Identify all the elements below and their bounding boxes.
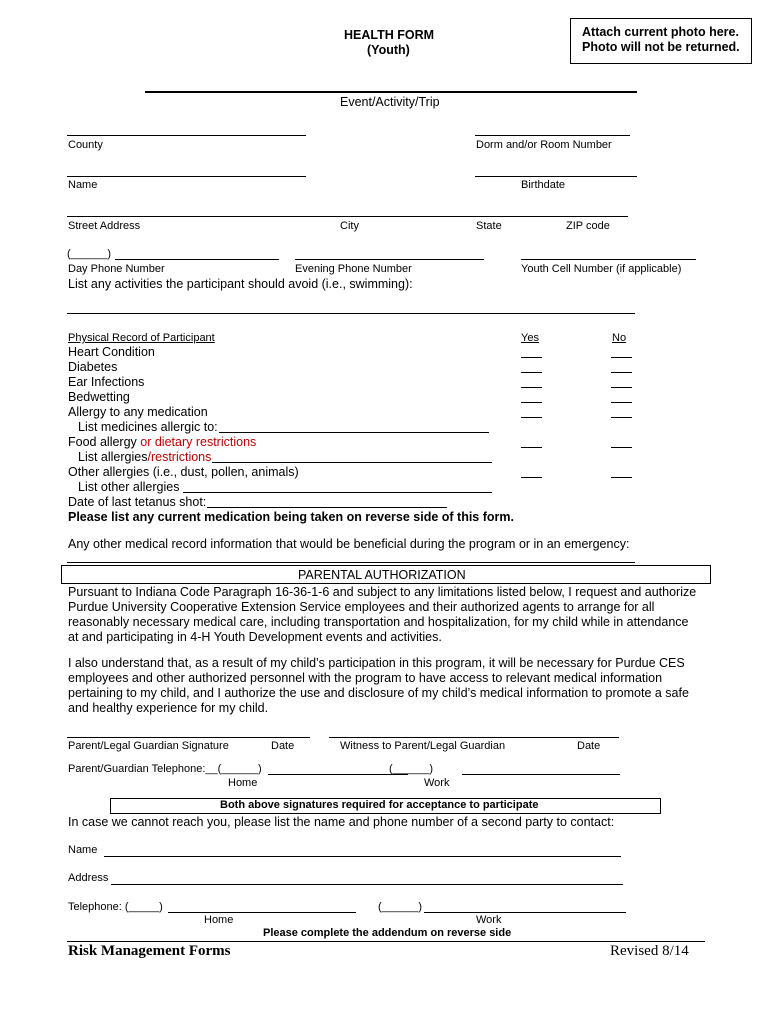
- bedwetting-label: Bedwetting: [68, 390, 130, 404]
- yes-column-heading: Yes: [521, 332, 539, 344]
- food-no-field[interactable]: [611, 447, 632, 448]
- diabetes-label: Diabetes: [68, 360, 118, 374]
- state-label: State: [476, 220, 502, 232]
- dorm-field[interactable]: [475, 135, 630, 136]
- authorization-p1-line2: Purdue University Cooperative Extension Service employees and their authorized agents to arrange for all: [68, 600, 655, 614]
- list-allergies-label: List allergies/restrictions: [78, 450, 212, 464]
- guardian-work-phone-field[interactable]: [462, 774, 620, 775]
- footer-divider: [67, 941, 705, 942]
- avoid-activities-label: List any activities the participant should avoid (i.e., swimming):: [68, 277, 413, 291]
- no-column-heading: No: [612, 332, 627, 344]
- footer-revision: Revised 8/14: [610, 943, 689, 959]
- other-allergies-yes-field[interactable]: [521, 477, 542, 478]
- form-subtitle: (Youth): [367, 43, 410, 57]
- food-yes-field[interactable]: [521, 447, 542, 448]
- authorization-p2-line3: pertaining to my child, and I authorize the use and disclosure of my child’s medical information to promote a safe: [68, 686, 689, 700]
- address-field[interactable]: [67, 216, 628, 217]
- second-party-work-phone-field[interactable]: [424, 912, 626, 913]
- tetanus-label: Date of last tetanus shot:: [68, 495, 207, 509]
- second-party-name-label: Name: [68, 844, 98, 856]
- street-label: Street Address: [68, 220, 141, 232]
- heart-no-field[interactable]: [611, 357, 632, 358]
- ear-yes-field[interactable]: [521, 387, 542, 388]
- cell-phone-label: Youth Cell Number (if applicable): [521, 263, 682, 275]
- day-phone-field[interactable]: [115, 259, 279, 260]
- authorization-p1-line1: Pursuant to Indiana Code Paragraph 16-36-1-6 and subject to any limitations listed below, I request and authorize: [68, 585, 697, 599]
- tetanus-field[interactable]: [207, 507, 447, 508]
- second-party-name-field[interactable]: [104, 856, 621, 857]
- diabetes-no-field[interactable]: [611, 372, 632, 373]
- witness-signature-field[interactable]: [329, 737, 619, 738]
- parent-signature-label: Parent/Legal Guardian Signature: [68, 740, 229, 752]
- event-field[interactable]: [145, 91, 637, 93]
- guardian-home-label: Home: [228, 777, 258, 789]
- list-other-allergies-label: List other allergies: [78, 480, 180, 494]
- city-label: City: [340, 220, 359, 232]
- heart-yes-field[interactable]: [521, 357, 542, 358]
- birthdate-label: Birthdate: [521, 179, 566, 191]
- list-allergies-field[interactable]: [212, 462, 492, 463]
- list-medicines-label: List medicines allergic to:: [78, 420, 218, 434]
- allergy-medication-label: Allergy to any medication: [68, 405, 208, 419]
- dorm-label: Dorm and/or Room Number: [476, 139, 612, 151]
- list-other-allergies-field[interactable]: [183, 492, 492, 493]
- second-party-address-label: Address: [68, 872, 109, 884]
- zip-label: ZIP code: [566, 220, 610, 232]
- county-field[interactable]: [67, 135, 306, 136]
- event-label: Event/Activity/Trip: [340, 95, 440, 109]
- day-phone-area: (______): [67, 248, 112, 260]
- name-label: Name: [68, 179, 98, 191]
- avoid-activities-field[interactable]: [67, 313, 635, 314]
- photo-instruction-1: Attach current photo here.: [582, 25, 739, 39]
- food-allergy-label: Food allergy or dietary restrictions: [68, 435, 257, 449]
- guardian-work-label: Work: [424, 777, 450, 789]
- evening-phone-label: Evening Phone Number: [295, 263, 412, 275]
- second-party-home-phone-field[interactable]: [168, 912, 356, 913]
- ear-infections-label: Ear Infections: [68, 375, 145, 389]
- diabetes-yes-field[interactable]: [521, 372, 542, 373]
- parent-date-label: Date: [271, 740, 295, 752]
- authorization-p2-line1: I also understand that, as a result of my child’s participation in this program, it will be necessary for Purdue CES: [68, 656, 685, 670]
- authorization-title: PARENTAL AUTHORIZATION: [298, 568, 466, 582]
- ear-no-field[interactable]: [611, 387, 632, 388]
- name-field[interactable]: [67, 176, 306, 177]
- evening-phone-field[interactable]: [295, 259, 484, 260]
- signatures-required-note: Both above signatures required for acceptance to participate: [220, 799, 539, 811]
- day-phone-label: Day Phone Number: [68, 263, 165, 275]
- parent-signature-field[interactable]: [67, 737, 310, 738]
- second-party-work-area: (______): [378, 901, 423, 913]
- allergy-med-yes-field[interactable]: [521, 417, 542, 418]
- second-party-intro: In case we cannot reach you, please list the name and phone number of a second party to contact:: [68, 815, 615, 829]
- list-medicines-field[interactable]: [219, 432, 489, 433]
- footer-title: Risk Management Forms: [68, 943, 231, 959]
- bedwetting-no-field[interactable]: [611, 402, 632, 403]
- authorization-p1-line4: at and participating in 4-H Youth Development events and activities.: [68, 630, 442, 644]
- other-allergies-label: Other allergies (i.e., dust, pollen, animals): [68, 465, 299, 479]
- other-medical-info-field[interactable]: [67, 562, 635, 563]
- form-title: HEALTH FORM: [344, 28, 435, 42]
- bedwetting-yes-field[interactable]: [521, 402, 542, 403]
- county-label: County: [68, 139, 103, 151]
- guardian-home-phone-field[interactable]: [268, 774, 408, 775]
- guardian-work-area: (______): [389, 763, 434, 775]
- second-party-telephone-label: Telephone: (_____): [68, 901, 163, 913]
- physical-record-heading: Physical Record of Participant: [68, 332, 215, 344]
- photo-instruction-2: Photo will not be returned.: [582, 40, 740, 54]
- cell-phone-field[interactable]: [521, 259, 696, 260]
- allergy-med-no-field[interactable]: [611, 417, 632, 418]
- authorization-p1-line3: reasonably necessary medical care, including transportation and hospitalization, for my child while in attendance: [68, 615, 689, 629]
- second-party-work-label: Work: [476, 914, 502, 926]
- second-party-home-label: Home: [204, 914, 234, 926]
- heart-condition-label: Heart Condition: [68, 345, 155, 359]
- guardian-telephone-label: Parent/Guardian Telephone:__(______): [68, 763, 262, 775]
- witness-date-label: Date: [577, 740, 601, 752]
- other-allergies-no-field[interactable]: [611, 477, 632, 478]
- authorization-p2-line4: and healthy experience for my child.: [68, 701, 269, 715]
- authorization-p2-line2: employees and other authorized personnel with the program to have access to relevant medical information: [68, 671, 663, 685]
- addendum-note: Please complete the addendum on reverse side: [263, 927, 512, 939]
- second-party-address-field[interactable]: [111, 884, 623, 885]
- other-medical-info-label: Any other medical record information that would be beneficial during the program or in an emergency:: [68, 537, 630, 551]
- medication-note: Please list any current medication being taken on reverse side of this form.: [68, 510, 514, 524]
- birthdate-field[interactable]: [475, 176, 637, 177]
- witness-signature-label: Witness to Parent/Legal Guardian: [340, 740, 506, 752]
